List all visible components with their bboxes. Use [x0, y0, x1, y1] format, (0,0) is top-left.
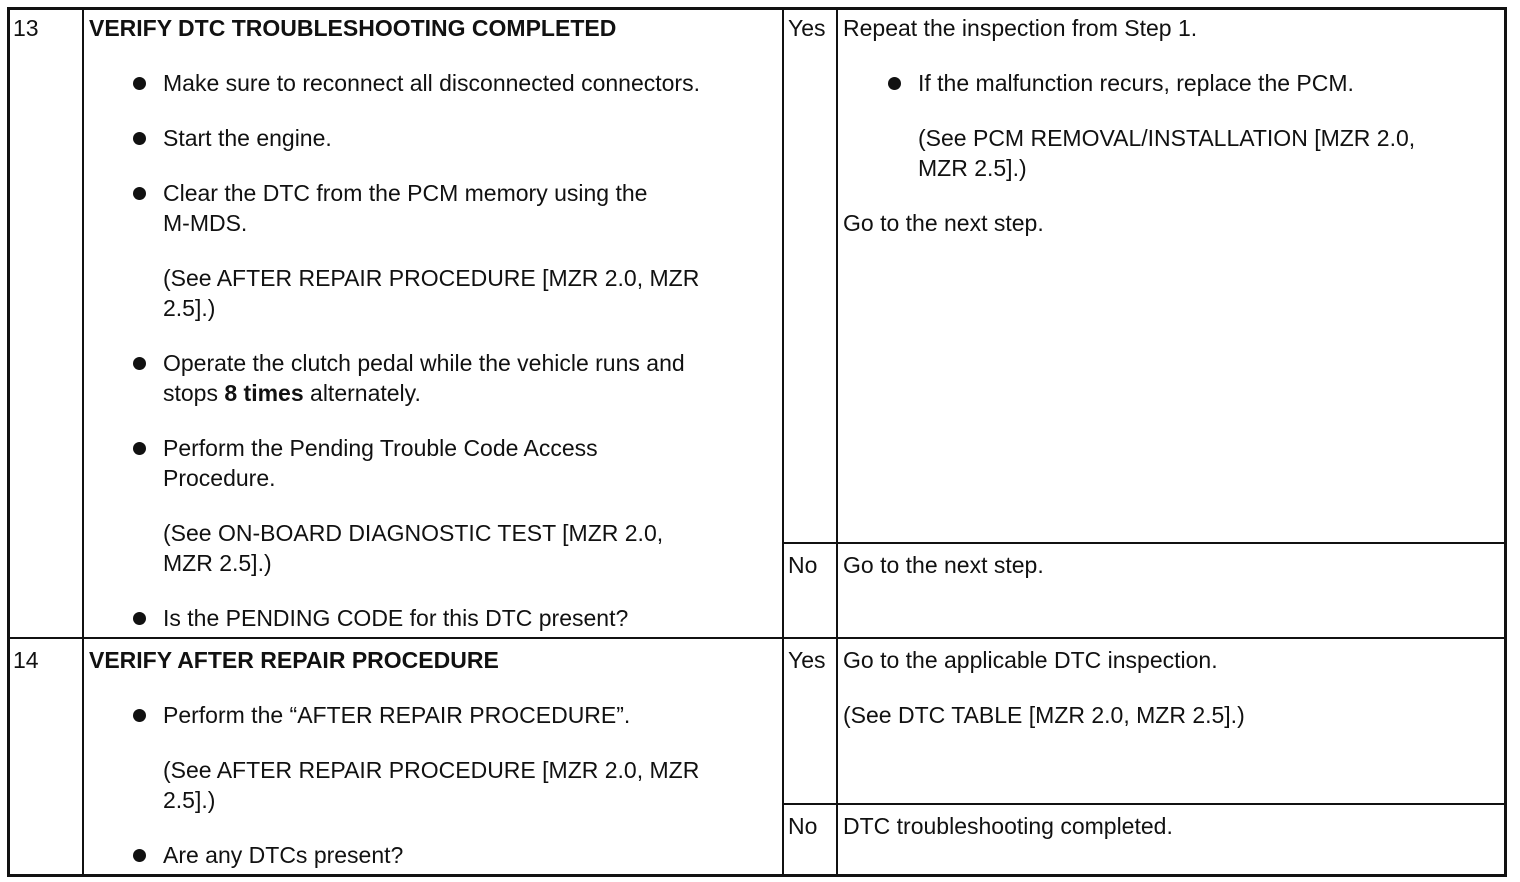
- step-title: VERIFY DTC TROUBLESHOOTING COMPLETED: [89, 15, 617, 41]
- reference-after-repair: (See AFTER REPAIR PROCEDURE [MZR 2.0, MZR: [163, 265, 700, 291]
- answer-no: No: [788, 813, 818, 839]
- reference-after-repair-cont: 2.5].): [163, 787, 216, 813]
- bullet-icon: [133, 442, 146, 455]
- step-number: 13: [13, 15, 39, 41]
- reference-pcm-removal: (See PCM REMOVAL/INSTALLATION [MZR 2.0,: [918, 125, 1416, 151]
- instruction-clear-dtc-cont: M-MDS.: [163, 210, 248, 236]
- row-divider-step13-yes-no: [782, 542, 1505, 544]
- action-next-step: Go to the next step.: [843, 210, 1044, 236]
- bullet-icon: [888, 77, 901, 90]
- reference-dtc-table: (See DTC TABLE [MZR 2.0, MZR 2.5].): [843, 702, 1245, 728]
- column-divider-answer: [782, 9, 784, 875]
- question-dtcs-present: Are any DTCs present?: [163, 842, 404, 868]
- bullet-icon: [133, 187, 146, 200]
- answer-no: No: [788, 552, 818, 578]
- action-repeat-inspection: Repeat the inspection from Step 1.: [843, 15, 1198, 41]
- instruction-pending-access-cont: Procedure.: [163, 465, 276, 491]
- instruction-perform-after-repair: Perform the “AFTER REPAIR PROCEDURE”.: [163, 702, 631, 728]
- instruction-pending-access: Perform the Pending Trouble Code Access: [163, 435, 598, 461]
- instruction-start-engine: Start the engine.: [163, 125, 332, 151]
- reference-obd-test: (See ON-BOARD DIAGNOSTIC TEST [MZR 2.0,: [163, 520, 664, 546]
- instruction-clear-dtc: Clear the DTC from the PCM memory using the: [163, 180, 648, 206]
- bullet-icon: [133, 612, 146, 625]
- action-goto-dtc-inspection: Go to the applicable DTC inspection.: [843, 647, 1218, 673]
- instruction-clutch-cont: [163, 378, 421, 408]
- bullet-icon: [133, 709, 146, 722]
- reference-after-repair: (See AFTER REPAIR PROCEDURE [MZR 2.0, MZR: [163, 757, 700, 783]
- action-next-step: Go to the next step.: [843, 552, 1044, 578]
- answer-yes: Yes: [788, 647, 826, 673]
- answer-yes: Yes: [788, 15, 826, 41]
- row-divider-steps: [9, 637, 1505, 639]
- bullet-icon: [133, 77, 146, 90]
- column-divider-action: [836, 9, 838, 875]
- step-number: 14: [13, 647, 39, 673]
- clutch-text-post: alternately.: [303, 380, 421, 406]
- instruction-clutch: Operate the clutch pedal while the vehicle runs and: [163, 350, 685, 376]
- action-troubleshooting-completed: DTC troubleshooting completed.: [843, 813, 1173, 839]
- bullet-icon: [133, 849, 146, 862]
- clutch-text-pre: stops: [163, 380, 225, 406]
- action-replace-pcm: If the malfunction recurs, replace the PCM.: [918, 70, 1354, 96]
- instruction-reconnect: Make sure to reconnect all disconnected connectors.: [163, 70, 700, 96]
- clutch-count: 8 times: [224, 380, 304, 406]
- reference-pcm-removal-cont: MZR 2.5].): [918, 155, 1027, 181]
- step-title: VERIFY AFTER REPAIR PROCEDURE: [89, 647, 499, 673]
- bullet-icon: [133, 132, 146, 145]
- question-pending-code: Is the PENDING CODE for this DTC present?: [163, 605, 629, 631]
- reference-after-repair-cont: 2.5].): [163, 295, 216, 321]
- reference-obd-test-cont: MZR 2.5].): [163, 550, 272, 576]
- row-divider-step14-yes-no: [782, 803, 1505, 805]
- bullet-icon: [133, 357, 146, 370]
- column-divider-step: [82, 9, 84, 875]
